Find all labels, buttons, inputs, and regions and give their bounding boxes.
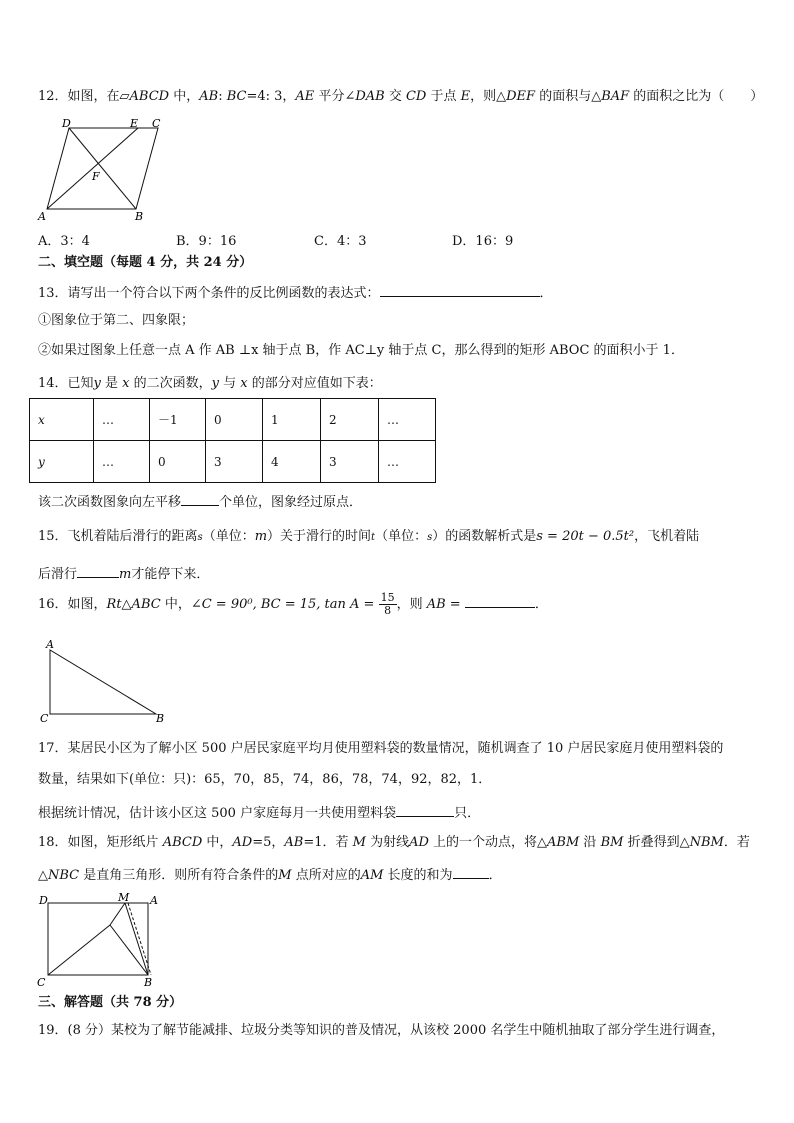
q15-stem: 15．飞机着陆后滑行的距离s（单位：m）关于滑行的时间t（单位：s）的函数解析式是s = 20t − 0.5t²，飞机着陆: [38, 529, 700, 544]
table-cell: x: [30, 399, 94, 441]
q14-question: 该二次函数图象向左平移 个单位，图象经过原点．: [38, 492, 362, 512]
q16-right-triangle-figure: [36, 638, 171, 726]
segment-ae: [47, 128, 138, 209]
table-cell: 3: [206, 441, 263, 483]
table-cell: …: [94, 441, 150, 483]
q15-formula: s = 20t − 0.5t²: [536, 529, 635, 544]
table-cell: －1: [150, 399, 206, 441]
q18-line-1: 18．如图，矩形纸片 ABCD 中，AD=5，AB=1．若 M 为射线AD 上的一个动点，将△ABM 沿 BM 折叠得到△NBM．若: [38, 835, 750, 850]
q14-value-table: [29, 398, 436, 483]
table-cell: y: [30, 441, 94, 483]
q14-stem: 14．已知y 是 x 的二次函数，y 与 x 的部分对应值如下表：: [38, 376, 382, 391]
label-a: A: [46, 638, 54, 651]
label-e: E: [130, 117, 139, 130]
rectangle-abcd: [48, 903, 148, 975]
table-cell: …: [94, 399, 150, 441]
table-cell: …: [379, 441, 436, 483]
q17-line-1: 17．某居民小区为了解小区 500 户居民家庭平均月使用塑料袋的数量情况，随机调查了 10 户居民家庭月使用塑料袋的: [38, 741, 724, 756]
q19-line-1: 19．(8 分）某校为了解节能减排、垃圾分类等知识的普及情况，从该校 2000 名学生中随机抽取了部分学生进行调查，: [38, 1023, 725, 1038]
q17-line-2: 数量，结果如下(单位：只)：65，70，85，74，86，78，74，92，82，1．: [38, 772, 492, 787]
q12-option-b[interactable]: B．9：16: [176, 234, 237, 249]
q17-question: 根据统计情况，估计该小区这 500 户家庭每月一共使用塑料袋 只．: [38, 803, 480, 823]
table-cell: 4: [263, 441, 321, 483]
segment-nb: [110, 925, 148, 975]
q13-answer-blank[interactable]: [380, 283, 540, 297]
q18-rectangle-fold-figure: [34, 890, 164, 990]
q16-stem: 16．如图，Rt△ABC 中，∠C = 90⁰, BC = 15, tan A = $\frac{15}{8}$ ，则 AB = ．: [38, 591, 548, 617]
q15-question: 后滑行 m才能停下来．: [38, 564, 209, 584]
diagonal-db: [69, 128, 136, 209]
table-cell: …: [379, 399, 436, 441]
label-c: C: [37, 976, 46, 989]
triangle-abc: [50, 650, 156, 714]
table-cell: 1: [263, 399, 321, 441]
q12-option-a[interactable]: A．3：4: [38, 234, 90, 249]
label-b: B: [144, 976, 153, 989]
q13-condition-1: ①图象位于第二、四象限；: [38, 313, 195, 328]
q18-line-2: △NBC 是直角三角形．则所有符合条件的M 点所对应的AM 长度的和为 ．: [38, 865, 502, 885]
segment-mb: [125, 903, 148, 975]
table-cell: 0: [150, 441, 206, 483]
label-b: B: [135, 210, 144, 223]
q12-stem: 12．如图，在▱ABCD 中，AB: BC=4: 3，AE 平分∠DAB 交 CD 于点 E，则△DEF 的面积与△BAF 的面积之比为（ ）: [38, 89, 764, 104]
table-cell: 3: [321, 441, 379, 483]
label-c: C: [40, 712, 49, 725]
label-b: B: [156, 712, 165, 725]
q16-answer-blank[interactable]: [465, 594, 535, 608]
section-solutions-heading: 三、解答题（共 78 分）: [38, 995, 183, 1010]
label-f: F: [92, 170, 100, 183]
q15-answer-blank[interactable]: [77, 564, 119, 578]
table-row-y: [30, 441, 436, 483]
q17-answer-blank[interactable]: [396, 803, 454, 817]
q12-option-c[interactable]: C．4：3: [314, 234, 367, 249]
label-d: D: [39, 894, 48, 907]
label-c: C: [152, 117, 161, 130]
q16-fraction: $\frac{15}{8}$: [380, 591, 395, 617]
label-d: D: [62, 117, 71, 130]
segment-nm: [110, 903, 125, 925]
table-cell: 2: [321, 399, 379, 441]
segment-cn: [48, 925, 110, 975]
table-cell: 0: [206, 399, 263, 441]
table-row-x: [30, 399, 436, 441]
label-a: A: [150, 894, 158, 907]
section-fill-in-heading: 二、填空题（每题 4 分，共 24 分）: [38, 255, 253, 270]
q13-condition-2: ②如果过图象上任意一点 A 作 AB ⊥x 轴于点 B，作 AC⊥y 轴于点 C，那么得到的矩形 ABOC 的面积小于 1．: [38, 343, 684, 358]
q12-option-d[interactable]: D．16：9: [452, 234, 514, 249]
label-m: M: [118, 891, 130, 904]
q18-answer-blank[interactable]: [453, 865, 489, 879]
q13-stem: 13．请写出一个符合以下两个条件的反比例函数的表达式： ．: [38, 283, 553, 303]
label-a: A: [38, 210, 46, 223]
q12-parallelogram-figure: [34, 116, 174, 224]
q14-answer-blank[interactable]: [181, 492, 219, 506]
